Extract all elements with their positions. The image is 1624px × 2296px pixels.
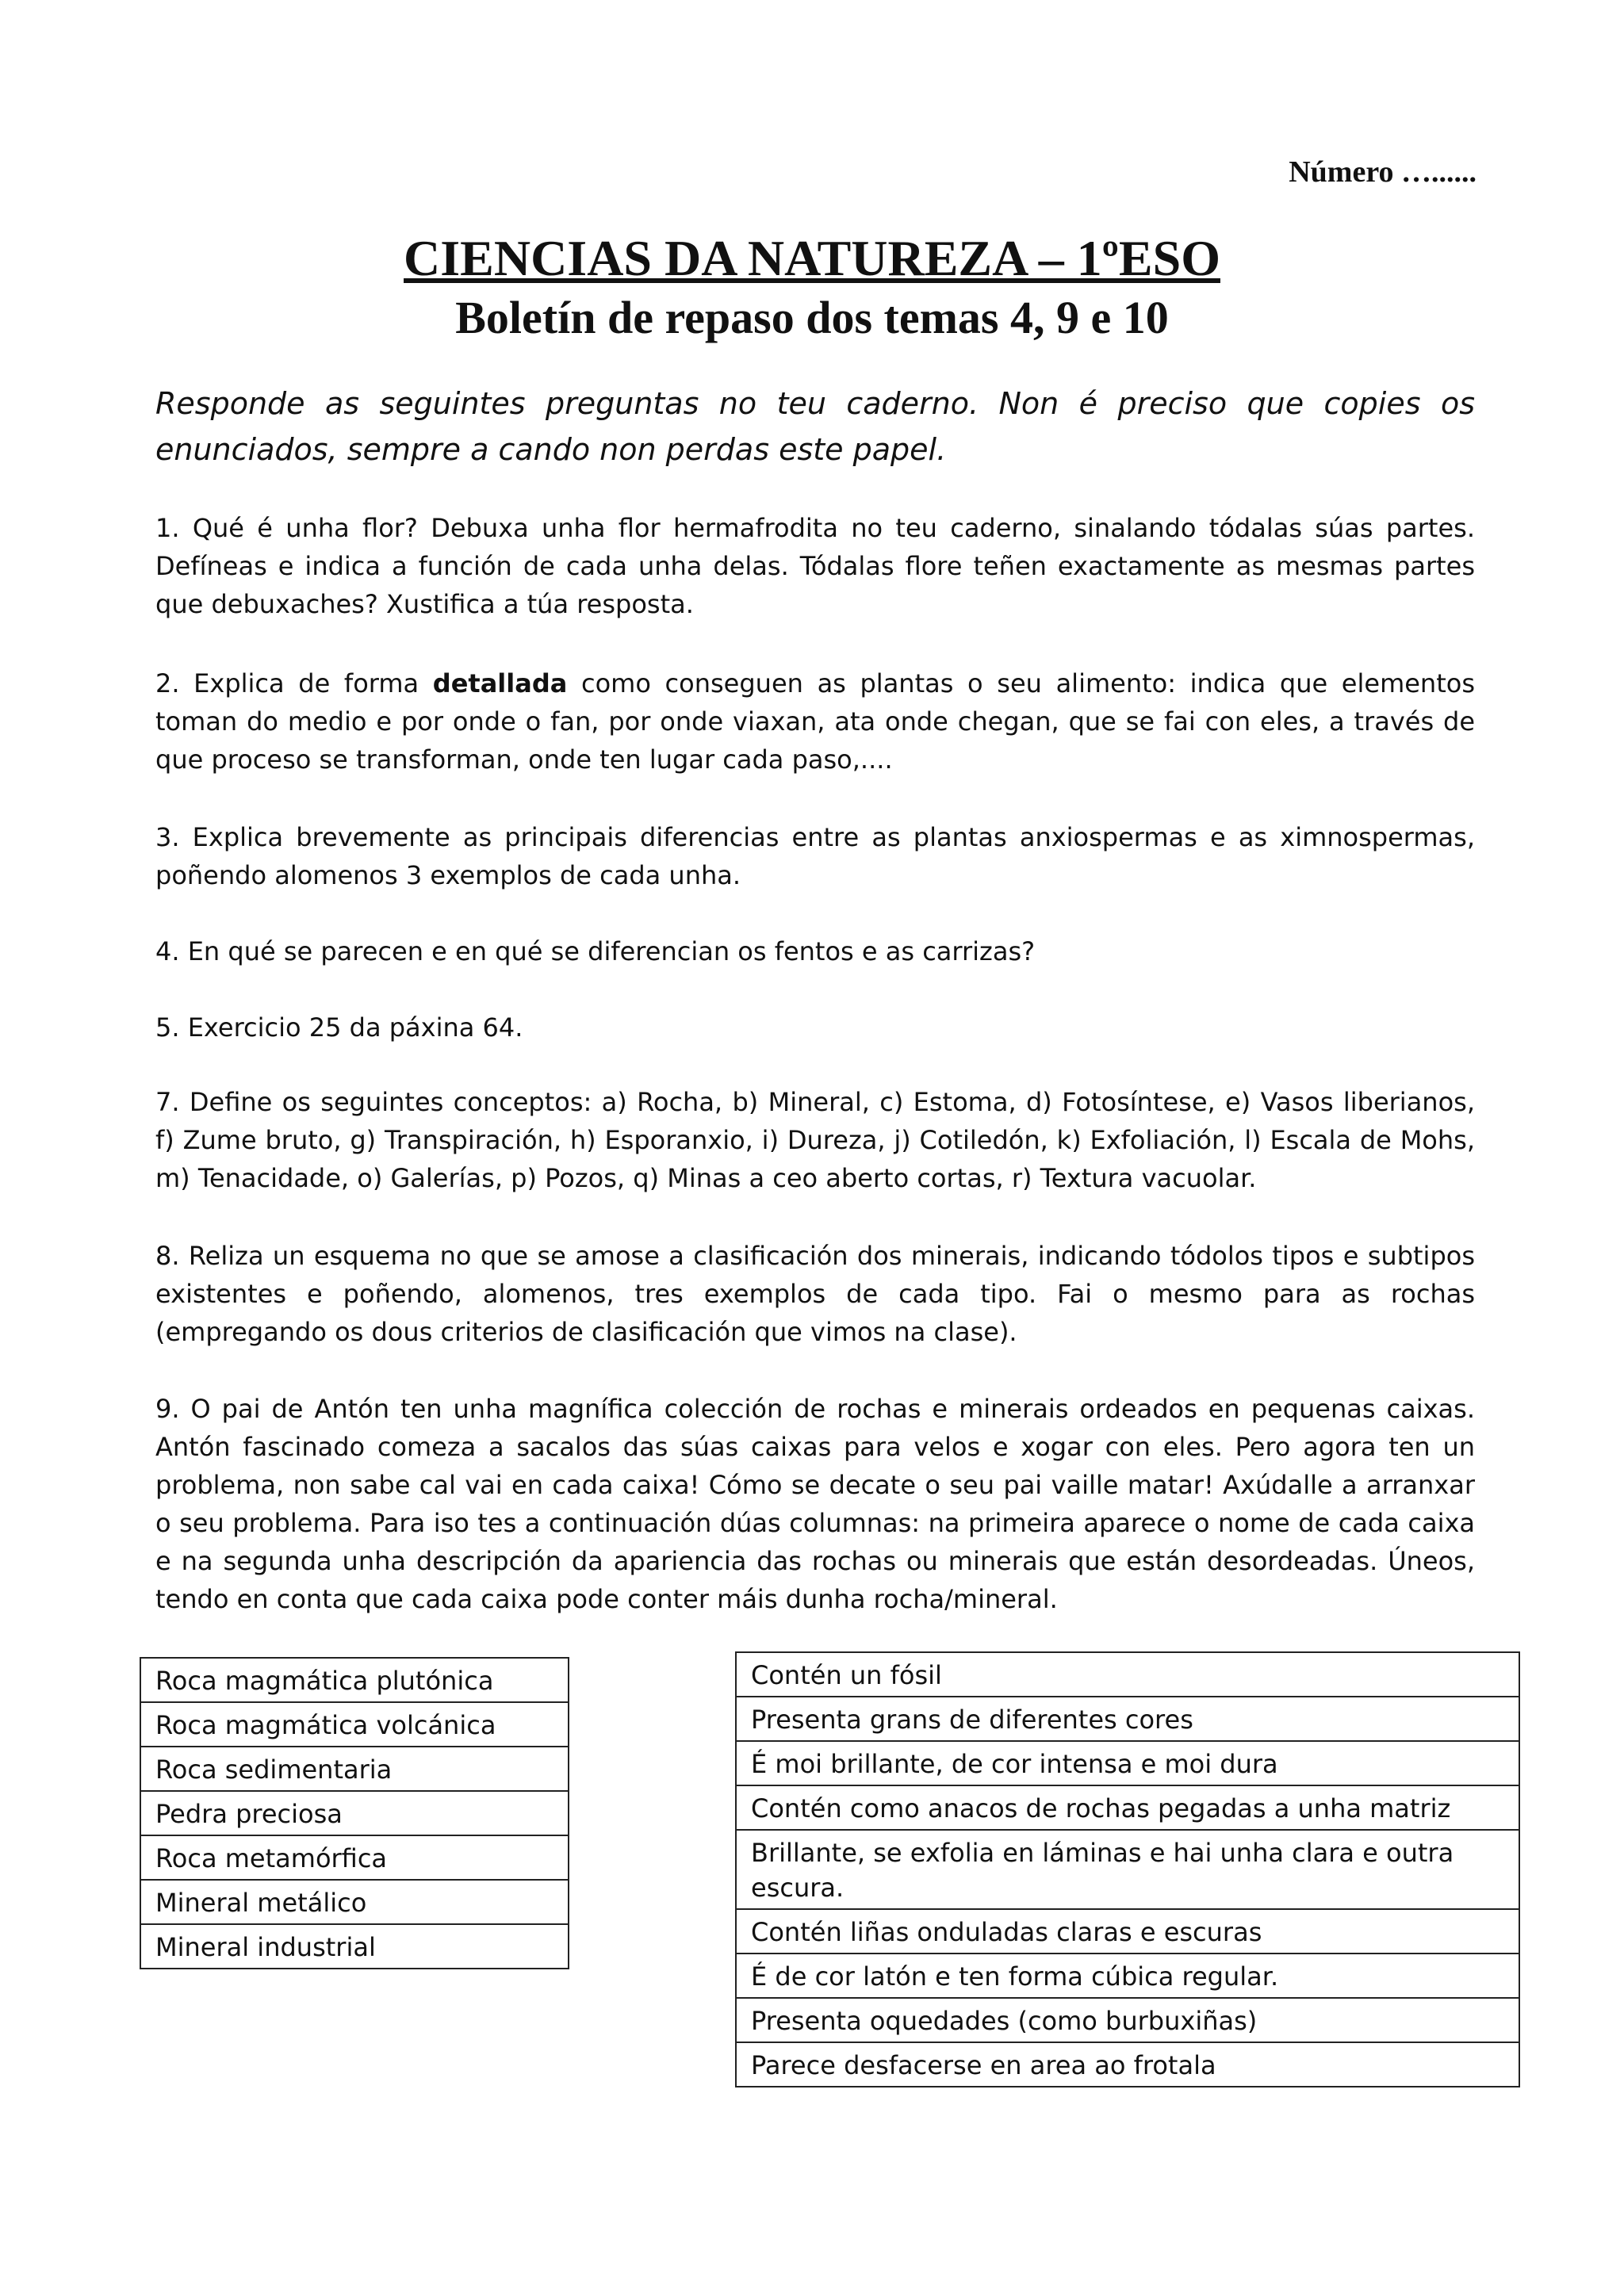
question-2-emphasis: detallada: [432, 668, 568, 698]
box-names-table: [140, 1657, 569, 1969]
question-2-text-end: como conseguen as plantas o seu alimento: indica que elementos toman do medio e por onde o fan, por onde viaxan, ata onde chegan, que se fai con eles, a través de que proceso se transforman, onde ten lugar cada paso,....: [155, 668, 1476, 775]
table-row: [140, 1791, 569, 1835]
box-name-cell: Roca sedimentaria: [140, 1747, 569, 1791]
table-row: [140, 1747, 569, 1791]
page-subtitle: Boletín de repaso dos temas 4, 9 e 10: [455, 292, 1169, 343]
table-row: [736, 1785, 1519, 1830]
box-name-cell: Roca magmática plutónica: [140, 1658, 569, 1702]
question-2: [155, 664, 1475, 779]
table-row: [736, 1909, 1519, 1954]
description-cell: É moi brillante, de cor intensa e moi dura: [736, 1741, 1519, 1785]
table-row: [140, 1702, 569, 1747]
instructions: Responde as seguintes preguntas no teu caderno. Non é preciso que copies os enunciados, sempre a cando non perdas este papel.: [155, 386, 1475, 467]
box-name-cell: Roca metamórfica: [140, 1835, 569, 1880]
table-row: [140, 1658, 569, 1702]
description-cell: Contén liñas onduladas claras e escuras: [736, 1909, 1519, 1954]
table-row: [736, 1741, 1519, 1785]
question-1: 1. Qué é unha flor? Debuxa unha flor hermafrodita no teu caderno, sinalando tódalas súas partes. Defíneas e indica a función de cada unha delas. Tódalas flore teñen exactamente as mesmas partes que debuxaches? Xustifica a túa resposta.: [155, 513, 1475, 619]
box-name-cell: Roca magmática volcánica: [140, 1702, 569, 1747]
description-cell: É de cor latón e ten forma cúbica regular.: [736, 1954, 1519, 1998]
table-row: [140, 1924, 569, 1969]
question-9: 9. O pai de Antón ten unha magnífica colección de rochas e minerais ordeados en pequenas caixas. Antón fascinado comeza a sacalos das súas caixas para velos e xogar con eles. Pero agora ten un problema, non sabe cal vai en cada caixa! Cómo se decate o seu pai vaille matar! Axúdalle a arranxar o seu problema. Para iso tes a continuación dúas columnas: na primeira aparece o nome de cada caixa e na segunda unha descripción da apariencia das rochas ou minerais que están desordeadas. Úneos, tendo en conta que cada caixa pode conter máis dunha rocha/mineral.: [155, 1394, 1475, 1614]
page-title: CIENCIAS DA NATUREZA – 1ºESO: [404, 230, 1220, 286]
box-name-cell: Pedra preciosa: [140, 1791, 569, 1835]
table-row: [140, 1835, 569, 1880]
box-name-cell: Mineral industrial: [140, 1924, 569, 1969]
table-row: [736, 1830, 1519, 1909]
descriptions-table: [735, 1651, 1520, 2087]
question-7: 7. Define os seguintes conceptos: a) Rocha, b) Mineral, c) Estoma, d) Fotosíntese, e) Vasos liberianos, f) Zume bruto, g) Transpiración, h) Esporanxio, i) Dureza, j) Cotiledón, k) Exfoliación, l) Escala de Mohs, m) Tenacidade, o) Galerías, p) Pozos, q) Minas a ceo aberto cortas, r) Textura vacuolar.: [155, 1087, 1475, 1193]
question-8: 8. Reliza un esquema no que se amose a clasificación dos minerais, indicando tódolos tipos e subtipos existentes e poñendo, alomenos, tres exemplos de cada tipo. Fai o mesmo para as rochas (empregando os dous criterios de clasificación que vimos na clase).: [155, 1241, 1475, 1347]
table-row: [736, 1697, 1519, 1741]
table-row: [736, 1954, 1519, 1998]
question-2-text-start: 2. Explica de forma: [155, 668, 433, 698]
table-row: [736, 1998, 1519, 2042]
table-row: [736, 2042, 1519, 2087]
description-cell: Brillante, se exfolia en láminas e hai unha clara e outra escura.: [736, 1830, 1519, 1909]
description-cell: Parece desfacerse en area ao frotala: [736, 2042, 1519, 2087]
box-name-cell: Mineral metálico: [140, 1880, 569, 1924]
table-row: [736, 1652, 1519, 1697]
student-number-field: Número …......: [1289, 155, 1477, 189]
description-cell: Presenta grans de diferentes cores: [736, 1697, 1519, 1741]
table-row: [140, 1880, 569, 1924]
description-cell: Presenta oquedades (como burbuxiñas): [736, 1998, 1519, 2042]
description-cell: Contén como anacos de rochas pegadas a unha matriz: [736, 1785, 1519, 1830]
question-3: 3. Explica brevemente as principais diferencias entre as plantas anxiospermas e as ximnospermas, poñendo alomenos 3 exemplos de cada unha.: [155, 822, 1475, 890]
question-5: 5. Exercicio 25 da páxina 64.: [155, 1012, 523, 1043]
description-cell: Contén un fósil: [736, 1652, 1519, 1697]
question-4: 4. En qué se parecen e en qué se diferencian os fentos e as carrizas?: [155, 936, 1036, 966]
